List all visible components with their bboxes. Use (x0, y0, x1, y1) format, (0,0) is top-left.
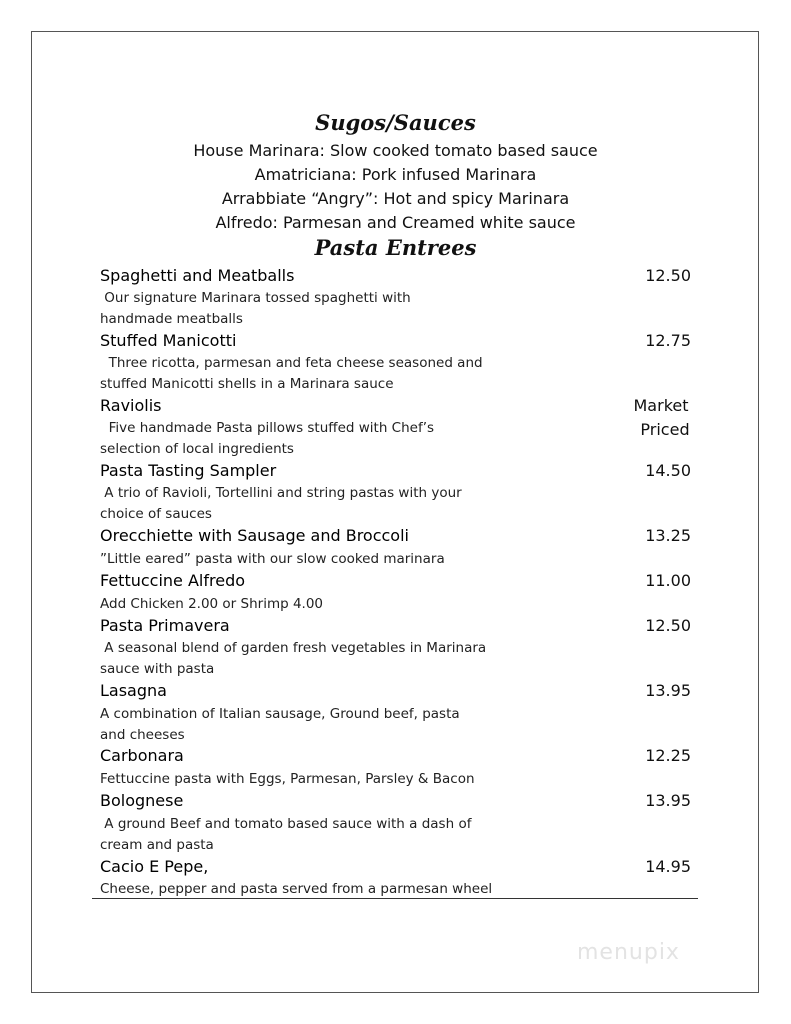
menu-item-desc: stuffed Manicotti shells in a Marinara sauce (100, 376, 394, 392)
menu-item-name: Orecchiette with Sausage and Broccoli (100, 526, 409, 545)
sauce-line: Alfredo: Parmesan and Creamed white sauce (215, 213, 576, 232)
pasta-title: Pasta Entrees (314, 235, 477, 260)
sauce-line: Arrabbiate “Angry”: Hot and spicy Marinara (221, 189, 570, 208)
menu-item-name: Bolognese (100, 791, 184, 810)
menu-item-price: 12.50 (645, 616, 691, 635)
menu-item-desc: Five handmade Pasta pillows stuffed with Chef’s (100, 420, 435, 436)
menu-item-desc: and cheeses (100, 727, 185, 743)
menu-item-price: Market (633, 396, 689, 415)
menu-item-price: 12.50 (645, 266, 691, 285)
sauce-line: House Marinara: Slow cooked tomato based sauce (193, 141, 598, 160)
menu-item-price: 12.75 (645, 331, 691, 350)
menu-item-price: 12.25 (645, 746, 691, 765)
sauces-title: Sugos/Sauces (315, 110, 476, 135)
menu-item-desc: A seasonal blend of garden fresh vegetables in Marinara (100, 640, 487, 656)
menu-item-desc: handmade meatballs (100, 311, 243, 327)
menu-item-desc: ”Little eared” pasta with our slow cooked marinara (100, 551, 445, 567)
menu-item-desc: Cheese, pepper and pasta served from a parmesan wheel (100, 881, 493, 897)
bottom-rule (92, 898, 698, 899)
sauce-line: Amatriciana: Pork infused Marinara (254, 165, 537, 184)
menu-item-name: Stuffed Manicotti (100, 331, 237, 350)
menu-item-desc: choice of sauces (100, 506, 212, 522)
menu-item-desc: A combination of Italian sausage, Ground beef, pasta (100, 706, 460, 722)
menu-item-desc: A trio of Ravioli, Tortellini and string pastas with your (100, 485, 462, 501)
menu-item-price: 13.95 (645, 791, 691, 810)
menu-item-desc: selection of local ingredients (100, 441, 294, 457)
menu-item-price: 13.95 (645, 681, 691, 700)
menu-item-name: Raviolis (100, 396, 162, 415)
menu-item-desc: Fettuccine pasta with Eggs, Parmesan, Parsley & Bacon (100, 771, 475, 787)
menu-item-price: 13.25 (645, 526, 691, 545)
menu-item-name: Lasagna (100, 681, 167, 700)
menu-item-price: 14.95 (645, 857, 691, 876)
menu-item-name: Carbonara (100, 746, 184, 765)
menu-item-desc: sauce with pasta (100, 661, 215, 677)
menu-item-price: 11.00 (645, 571, 691, 590)
menu-item-name: Pasta Tasting Sampler (100, 461, 277, 480)
menu-item-desc: Add Chicken 2.00 or Shrimp 4.00 (100, 596, 324, 612)
menu-item-desc: Our signature Marinara tossed spaghetti with (100, 290, 411, 306)
menu-item-desc: Three ricotta, parmesan and feta cheese seasoned and (100, 355, 483, 371)
watermark-logo: menupix (577, 940, 680, 965)
menu-item-price-line2: Priced (640, 420, 690, 439)
menu-item-desc: cream and pasta (100, 837, 214, 853)
menu-item-name: Spaghetti and Meatballs (100, 266, 295, 285)
menu-item-name: Pasta Primavera (100, 616, 230, 635)
menu-item-desc: A ground Beef and tomato based sauce with a dash of (100, 816, 472, 832)
menu-item-name: Fettuccine Alfredo (100, 571, 246, 590)
menu-item-name: Cacio E Pepe, (100, 857, 209, 876)
menu-item-price: 14.50 (645, 461, 691, 480)
